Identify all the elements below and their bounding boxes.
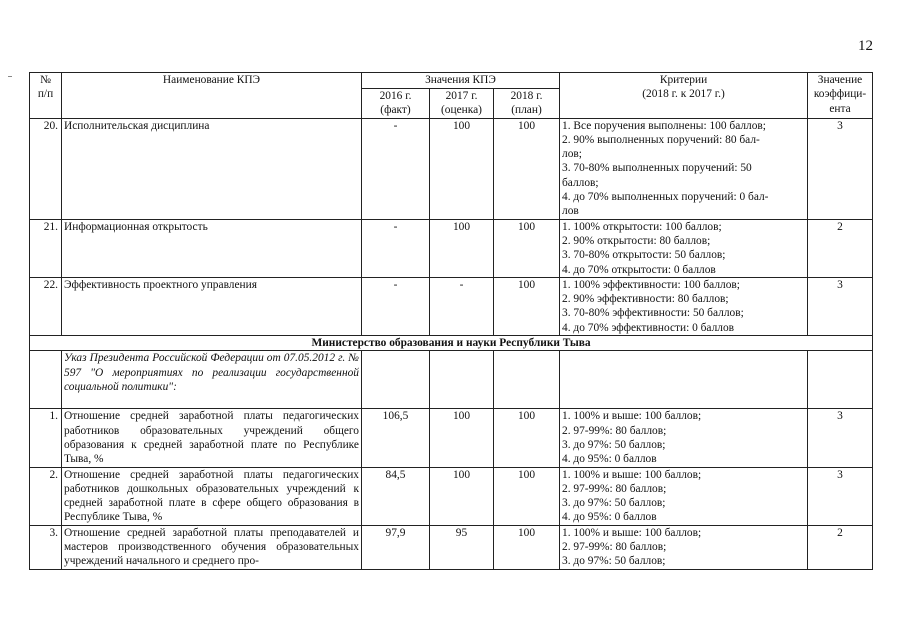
row-name: Отношение средней заработной платы педагогических работников образовательных учреждений общего образования к средней заработной плате по Республике Тыва, %	[62, 409, 362, 467]
row-num: 1.	[30, 409, 62, 467]
table-row	[30, 118, 873, 219]
row-coefficient: 2	[808, 219, 873, 277]
row-coefficient: 3	[808, 467, 873, 525]
row-criteria: 1. 100% и выше: 100 баллов; 2. 97-99%: 80 баллов; 3. до 97%: 50 баллов; 4. до 95%: 0 баллов	[560, 409, 808, 467]
header-values: Значения КПЭ	[362, 73, 560, 89]
header-2017: 2017 г. (оценка)	[430, 89, 494, 119]
row-2018: 100	[494, 219, 560, 277]
row-2016: -	[362, 118, 430, 219]
table-row	[30, 467, 873, 525]
row-criteria: 1. Все поручения выполнены: 100 баллов; 2. 90% выполненных поручений: 80 бал- лов; 3. 70-80% выполненных поручений: 50 баллов; 4. до 70% выполненных поручений: 0 бал- лов	[560, 118, 808, 219]
row-2017: -	[430, 277, 494, 335]
row-name: Информационная открытость	[62, 219, 362, 277]
row-num: 22.	[30, 277, 62, 335]
row-coefficient: 3	[808, 118, 873, 219]
row-num: 21.	[30, 219, 62, 277]
page-number: 12	[858, 38, 873, 54]
header-num: № п/п	[30, 73, 62, 119]
row-name: Отношение средней заработной платы педагогических работников дошкольных образовательных учреждений к средней заработной плате в сфере общего образования в Республике Тыва, %	[62, 467, 362, 525]
row-name: Эффективность проектного управления	[62, 277, 362, 335]
margin-mark	[8, 76, 12, 77]
row-2018: 100	[494, 118, 560, 219]
kpi-table	[29, 72, 873, 570]
row-2016: 106,5	[362, 409, 430, 467]
table-row	[30, 525, 873, 569]
header-2016: 2016 г. (факт)	[362, 89, 430, 119]
row-2017: 100	[430, 118, 494, 219]
row-num: 2.	[30, 467, 62, 525]
row-2016: -	[362, 277, 430, 335]
row-2016: 84,5	[362, 467, 430, 525]
row-2016: -	[362, 219, 430, 277]
row-2017: 100	[430, 219, 494, 277]
row-num: 20.	[30, 118, 62, 219]
row-name: Отношение средней заработной платы преподавателей и мастеров производственного обучения образовательных учреждений начального и среднего про-	[62, 525, 362, 569]
row-criteria: 1. 100% и выше: 100 баллов; 2. 97-99%: 80 баллов; 3. до 97%: 50 баллов; 4. до 95%: 0 баллов	[560, 467, 808, 525]
table-row	[30, 277, 873, 335]
decree-text: Указ Президента Российской Федерации от 07.05.2012 г. № 597 "О мероприятиях по реализации государственной социальной политики":	[62, 351, 362, 409]
header-coefficient: Значение коэффици- ента	[808, 73, 873, 119]
row-2017: 100	[430, 467, 494, 525]
header-criteria: Критерии (2018 г. к 2017 г.)	[560, 73, 808, 119]
row-2018: 100	[494, 467, 560, 525]
row-2017: 95	[430, 525, 494, 569]
row-criteria: 1. 100% эффективности: 100 баллов; 2. 90% эффективности: 80 баллов; 3. 70-80% эффективности: 50 баллов; 4. до 70% эффективности: 0 баллов	[560, 277, 808, 335]
table-row	[30, 219, 873, 277]
row-2017: 100	[430, 409, 494, 467]
row-criteria: 1. 100% открытости: 100 баллов; 2. 90% открытости: 80 баллов; 3. 70-80% открытости: 50 баллов; 4. до 70% открытости: 0 баллов	[560, 219, 808, 277]
decree-row	[30, 351, 873, 409]
header-name: Наименование КПЭ	[62, 73, 362, 119]
row-2016: 97,9	[362, 525, 430, 569]
row-num: 3.	[30, 525, 62, 569]
row-2018: 100	[494, 277, 560, 335]
row-coefficient: 3	[808, 277, 873, 335]
section-title: Министерство образования и науки Республики Тыва	[30, 336, 873, 351]
row-2018: 100	[494, 525, 560, 569]
row-criteria: 1. 100% и выше: 100 баллов; 2. 97-99%: 80 баллов; 3. до 97%: 50 баллов;	[560, 525, 808, 569]
row-name: Исполнительская дисциплина	[62, 118, 362, 219]
section-row	[30, 336, 873, 351]
table-row	[30, 409, 873, 467]
row-coefficient: 3	[808, 409, 873, 467]
row-coefficient: 2	[808, 525, 873, 569]
row-2018: 100	[494, 409, 560, 467]
header-2018: 2018 г. (план)	[494, 89, 560, 119]
